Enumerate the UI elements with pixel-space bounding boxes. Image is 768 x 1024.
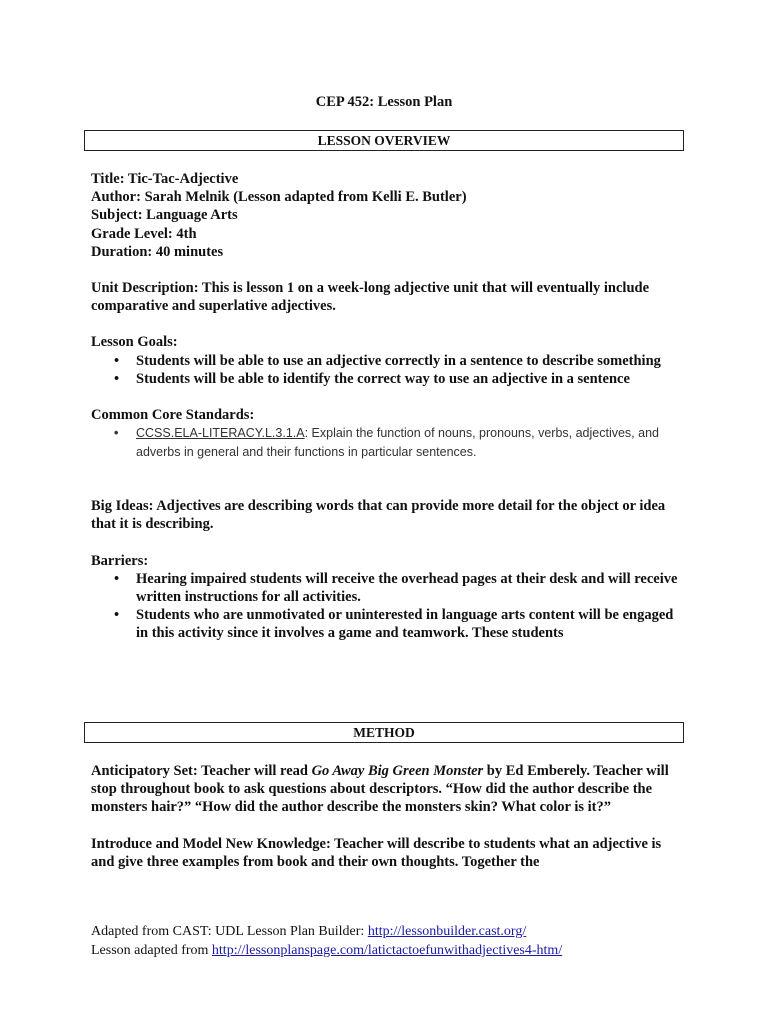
standard-item: [91, 424, 683, 461]
barriers-list: [91, 570, 683, 643]
introduce-model-knowledge: Introduce and Model New Knowledge: Teacher will describe to students what an adjective is and give three examples from book and their own thoughts. Together the: [91, 835, 662, 870]
unit-description: Unit Description: This is lesson 1 on a week-long adjective unit that will eventually include comparative and superlative adjectives.: [91, 280, 650, 315]
standards-label: Common Core Standards:: [91, 407, 255, 424]
lesson-goals-list: [91, 352, 683, 388]
standard-text: : Explain the function of nouns, pronouns, verbs, adjectives, and adverbs in general and their functions in particular sentences.: [136, 426, 659, 459]
lesson-goals-label: Lesson Goals:: [91, 334, 178, 351]
method-header: METHOD: [84, 722, 684, 743]
lesson-overview-header: LESSON OVERVIEW: [84, 130, 684, 151]
footer-line-source: Lesson adapted from http://lessonplanspage.com/latictactoefunwithadjectives4-htm/: [91, 943, 563, 958]
bullet-icon: •: [114, 607, 120, 624]
bullet-icon: •: [114, 570, 120, 587]
barriers-label: Barriers:: [91, 552, 149, 569]
document-title: CEP 452: Lesson Plan: [315, 94, 453, 110]
lesson-goal-item: • Students will be able to identify the correct way to use an adjective in a sentence: [114, 370, 630, 387]
author-line: Author: Sarah Melnik (Lesson adapted from Kelli E. Butler): [91, 189, 467, 206]
standard-code-link[interactable]: CCSS.ELA-LITERACY.L.3.1.A: [136, 426, 305, 441]
anticipatory-set: Anticipatory Set: Teacher will read Go Away Big Green Monster by Ed Emberely. Teacher will stop throughout book to ask questions about descriptors. “How did the author describe the monsters hair?” “How did the author describe the monsters skin? What color is it?”: [91, 763, 669, 816]
lesson-overview-section: [91, 170, 683, 643]
standards-list: [91, 424, 683, 461]
lessonplanspage-link[interactable]: http://lessonplanspage.com/latictactoefunwithadjectives4-htm/: [211, 943, 563, 958]
lesson-title-line: Title: Tic-Tac-Adjective: [91, 171, 239, 187]
barrier-item: • Students who are unmotivated or uninterested in language arts content will be engaged in this activity since it involves a game and teamwork. These students: [114, 607, 674, 642]
page-footer: [91, 922, 711, 960]
barrier-item: • Hearing impaired students will receive the overhead pages at their desk and will receive written instructions for all activities.: [114, 570, 678, 606]
footer-line-cast: Adapted from CAST: UDL Lesson Plan Builder: http://lessonbuilder.cast.org/: [91, 924, 527, 939]
grade-level-line: Grade Level: 4th: [91, 225, 197, 242]
subject-line: Subject: Language Arts: [91, 207, 238, 224]
method-section: [91, 762, 683, 871]
bullet-icon: •: [114, 370, 120, 387]
bullet-icon: •: [114, 426, 119, 441]
duration-line: Duration: 40 minutes: [91, 243, 224, 260]
lesson-goal-item: • Students will be able to use an adjective correctly in a sentence to describe something: [114, 352, 661, 369]
big-ideas: Big Ideas: Adjectives are describing words that can provide more detail for the object or idea that it is describing.: [91, 498, 666, 533]
book-title: Go Away Big Green Monster: [311, 763, 484, 779]
bullet-icon: •: [114, 352, 120, 369]
cast-link[interactable]: http://lessonbuilder.cast.org/: [367, 924, 527, 939]
